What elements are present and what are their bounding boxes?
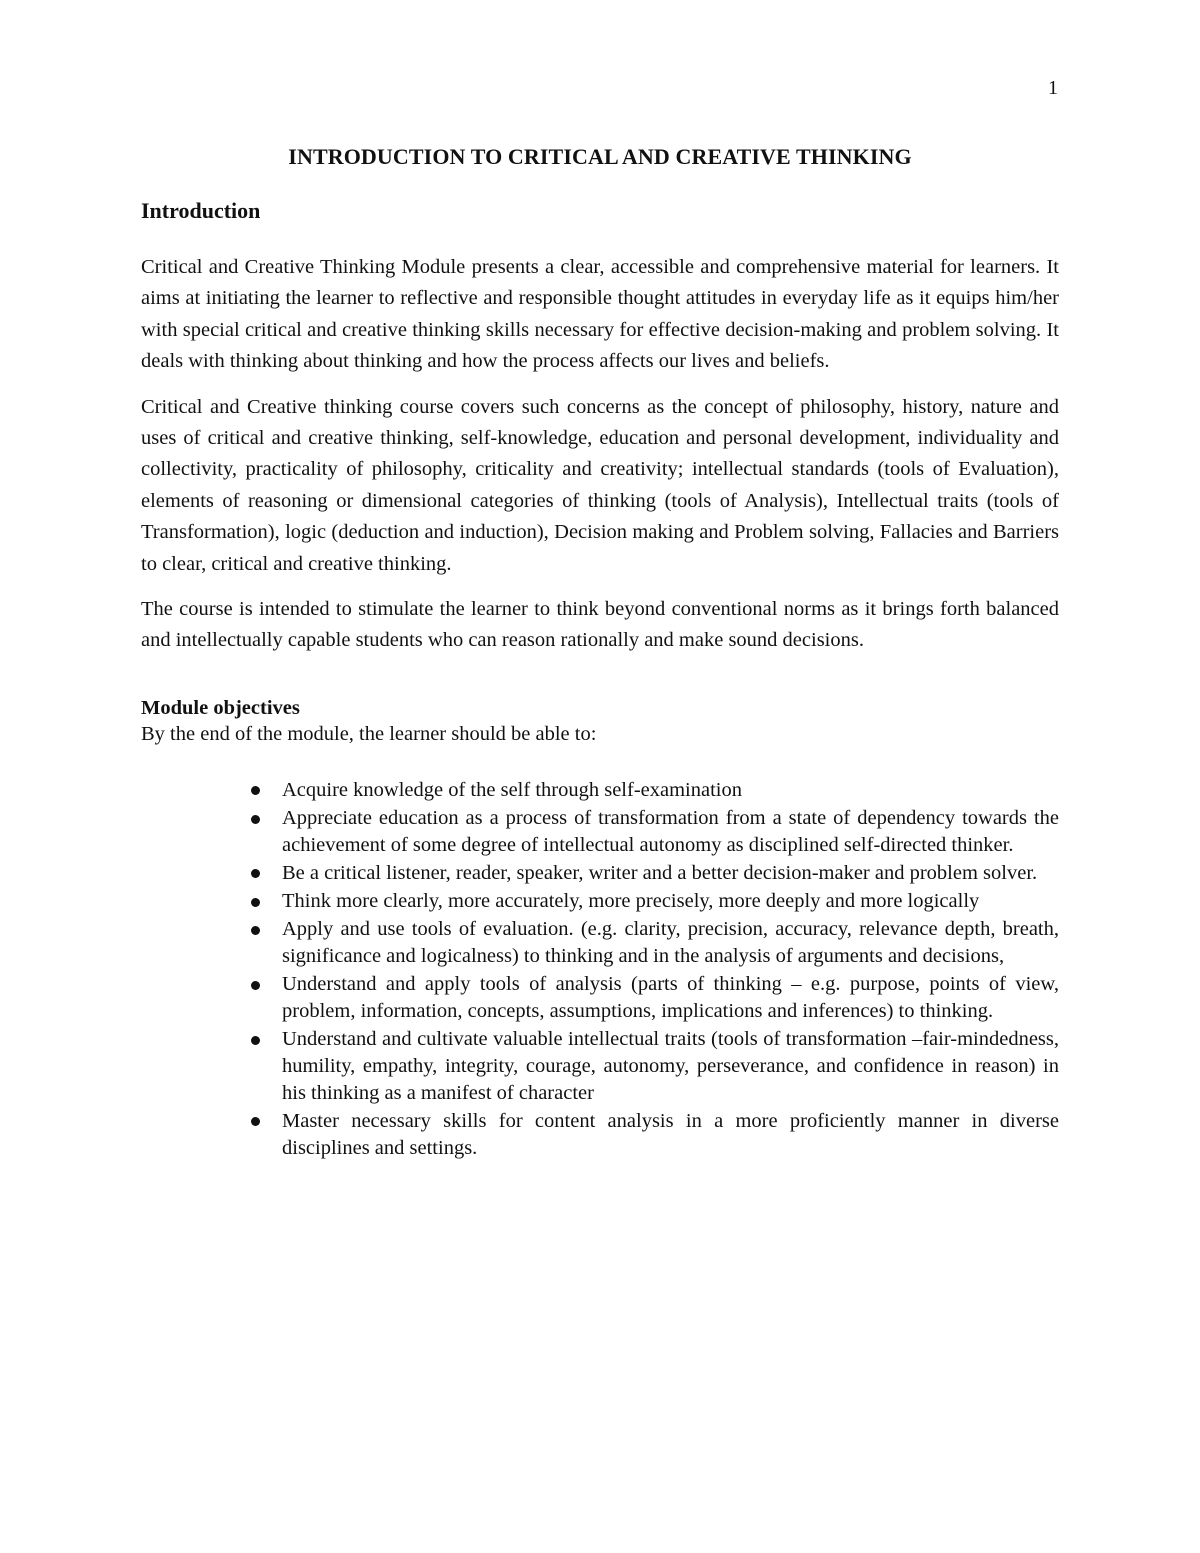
list-item-text: Master necessary skills for content analysis in a more proficiently manner in diverse disciplines and settings. bbox=[282, 1109, 1059, 1159]
list-item bbox=[241, 860, 1059, 887]
list-item bbox=[241, 805, 1059, 858]
list-item-text: Be a critical listener, reader, speaker, writer and a better decision-maker and problem solver. bbox=[282, 861, 1038, 884]
bullet-icon bbox=[251, 926, 260, 935]
page-content bbox=[141, 140, 1059, 1163]
list-item bbox=[241, 1108, 1059, 1161]
bullet-icon bbox=[251, 869, 260, 878]
list-item-text: Acquire knowledge of the self through self-examination bbox=[282, 778, 742, 801]
list-item-text: Apply and use tools of evaluation. (e.g. clarity, precision, accuracy, relevance depth, breath, significance and logicalness) to thinking and in the analysis of arguments and decisions, bbox=[282, 918, 1059, 968]
list-item-text: Think more clearly, more accurately, more precisely, more deeply and more logically bbox=[282, 890, 980, 913]
list-item bbox=[241, 971, 1059, 1024]
list-item bbox=[241, 888, 1059, 915]
bullet-icon bbox=[251, 815, 260, 824]
bullet-icon bbox=[251, 1117, 260, 1126]
bullet-icon bbox=[251, 1036, 260, 1045]
list-item-text: Understand and apply tools of analysis (parts of thinking – e.g. purpose, points of view, problem, information, concepts, assumptions, implications and inferences) to thinking. bbox=[282, 973, 1059, 1022]
bullet-icon bbox=[251, 786, 260, 795]
objectives-heading: Module objectives bbox=[141, 696, 300, 719]
objectives-list bbox=[141, 777, 1059, 1161]
paragraph-module-overview: Critical and Creative Thinking Module presents a clear, accessible and comprehensive material for learners. It aims at initiating the learner to reflective and responsible thought attitudes in everyday life as it equips him/her with special critical and creative thinking skills necessary for effective decision-making and problem solving. It deals with thinking about thinking and how the process affects our lives and beliefs. bbox=[141, 256, 1059, 373]
paragraph-course-intent: The course is intended to stimulate the learner to think beyond conventional norms as it brings forth balanced and intellectually capable students who can reason rationally and make sound decisions. bbox=[141, 598, 1059, 652]
objectives-lead: By the end of the module, the learner should be able to: bbox=[141, 722, 597, 745]
list-item bbox=[241, 916, 1059, 969]
paragraph-course-coverage: Critical and Creative thinking course covers such concerns as the concept of philosophy, history, nature and uses of critical and creative thinking, self-knowledge, education and personal development, individuality and collectivity, practicality of philosophy, criticality and creativity; intellectual standards (tools of Evaluation), elements of reasoning or dimensional categories of thinking (tools of Analysis), Intellectual traits (tools of Transformation), logic (deduction and induction), Decision making and Problem solving, Fallacies and Barriers to clear, critical and creative thinking. bbox=[141, 395, 1059, 575]
bullet-icon bbox=[251, 981, 260, 990]
list-item-text: Understand and cultivate valuable intellectual traits (tools of transformation –fair-mindedness, humility, empathy, integrity, courage, autonomy, perseverance, and confidence in reason) in his thinking as a manifest of character bbox=[282, 1028, 1059, 1104]
document-title: INTRODUCTION TO CRITICAL AND CREATIVE THINKING bbox=[288, 144, 912, 169]
list-item-text: Appreciate education as a process of transformation from a state of dependency towards the achievement of some degree of intellectual autonomy as disciplined self-directed thinker. bbox=[282, 807, 1059, 856]
list-item bbox=[241, 1026, 1059, 1106]
list-item bbox=[241, 777, 1059, 804]
page-number: 1 bbox=[1048, 77, 1058, 99]
section-heading-introduction: Introduction bbox=[141, 198, 261, 223]
bullet-icon bbox=[251, 898, 260, 907]
